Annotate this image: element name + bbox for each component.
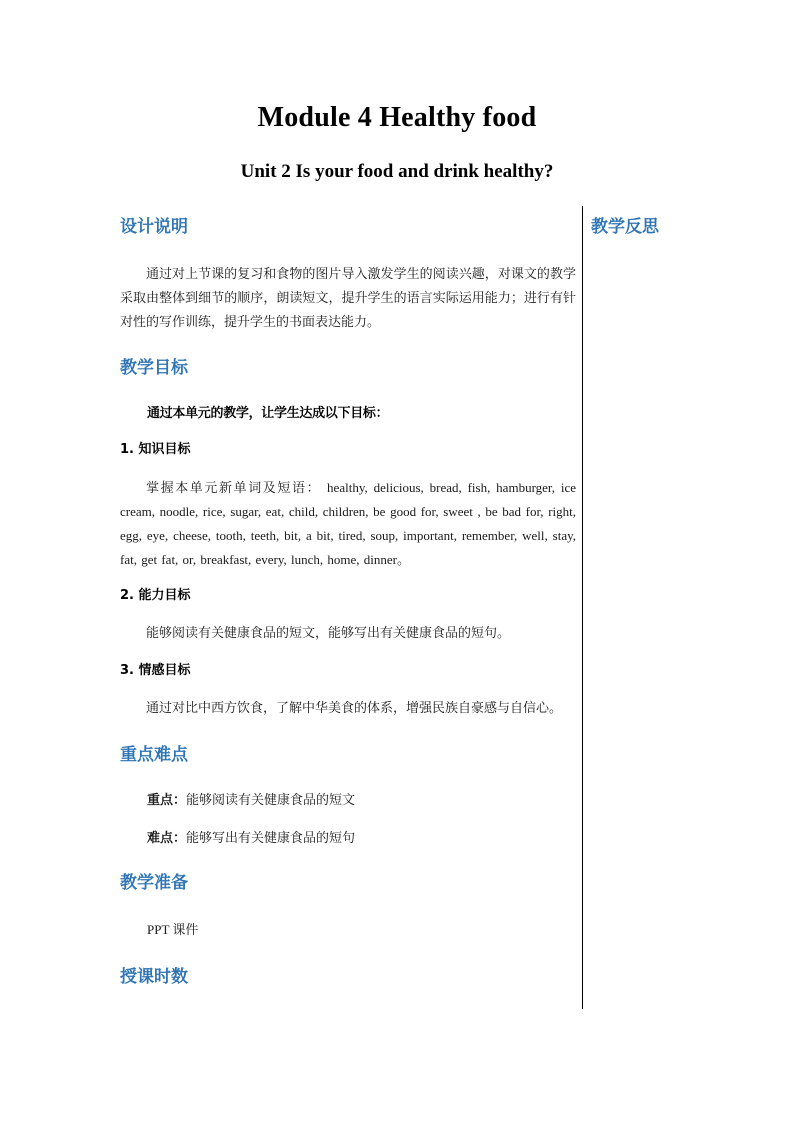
key-point-line bbox=[147, 791, 355, 810]
teaching-reflection-heading: 教学反思 bbox=[591, 217, 659, 237]
preparation-text: PPT 课件 bbox=[147, 922, 199, 937]
design-paragraph: 通过对上节课的复习和食物的图片导入激发学生的阅读兴趣，对课文的教学采取由整体到细节的顺序，朗读短文，提升学生的语言实际运用能力；进行有针对性的写作训练，提升学生的书面表达能力。 bbox=[120, 266, 576, 329]
design-heading: 设计说明 bbox=[120, 217, 188, 237]
emotion-objective-heading: 3. 情感目标 bbox=[120, 663, 191, 678]
objectives-intro: 通过本单元的教学，让学生达成以下目标： bbox=[147, 406, 389, 421]
module-title: Module 4 Healthy food bbox=[257, 102, 537, 133]
preparation-heading: 教学准备 bbox=[120, 873, 188, 893]
emotion-objective-text: 通过对比中西方饮食，了解中华美食的体系，增强民族自豪感与自信心。 bbox=[146, 700, 563, 715]
class-hours-heading: 授课时数 bbox=[120, 967, 188, 987]
objectives-heading: 教学目标 bbox=[120, 358, 188, 378]
difficult-point-text: 能够写出有关健康食品的短句 bbox=[186, 830, 356, 845]
key-point-text: 能够阅读有关健康食品的短文 bbox=[186, 792, 356, 807]
ability-objective-heading: 2. 能力目标 bbox=[120, 588, 191, 603]
unit-title: Unit 2 Is your food and drink healthy? bbox=[240, 161, 554, 182]
column-divider bbox=[582, 206, 583, 1009]
knowledge-objective-heading: 1. 知识目标 bbox=[120, 442, 191, 457]
key-point-label: 重点： bbox=[147, 793, 187, 808]
knowledge-objective-text: 掌握本单元新单词及短语： healthy, delicious, bread, fish, hamburger, ice cream, noodle, rice, sugar, eat, child, children, be good for, sweet , be bad for, right, egg, eye, cheese, tooth, teeth, bit, a bit, tired, soup, important, remember, well, stay, fat, get fat, or, breakfast, every, lunch, home, dinner。 bbox=[120, 480, 576, 567]
difficult-point-label: 难点： bbox=[147, 831, 187, 846]
key-points-heading: 重点难点 bbox=[120, 745, 188, 765]
ability-objective-text: 能够阅读有关健康食品的短文，能够写出有关健康食品的短句。 bbox=[146, 625, 511, 640]
difficult-point-line bbox=[147, 829, 355, 848]
